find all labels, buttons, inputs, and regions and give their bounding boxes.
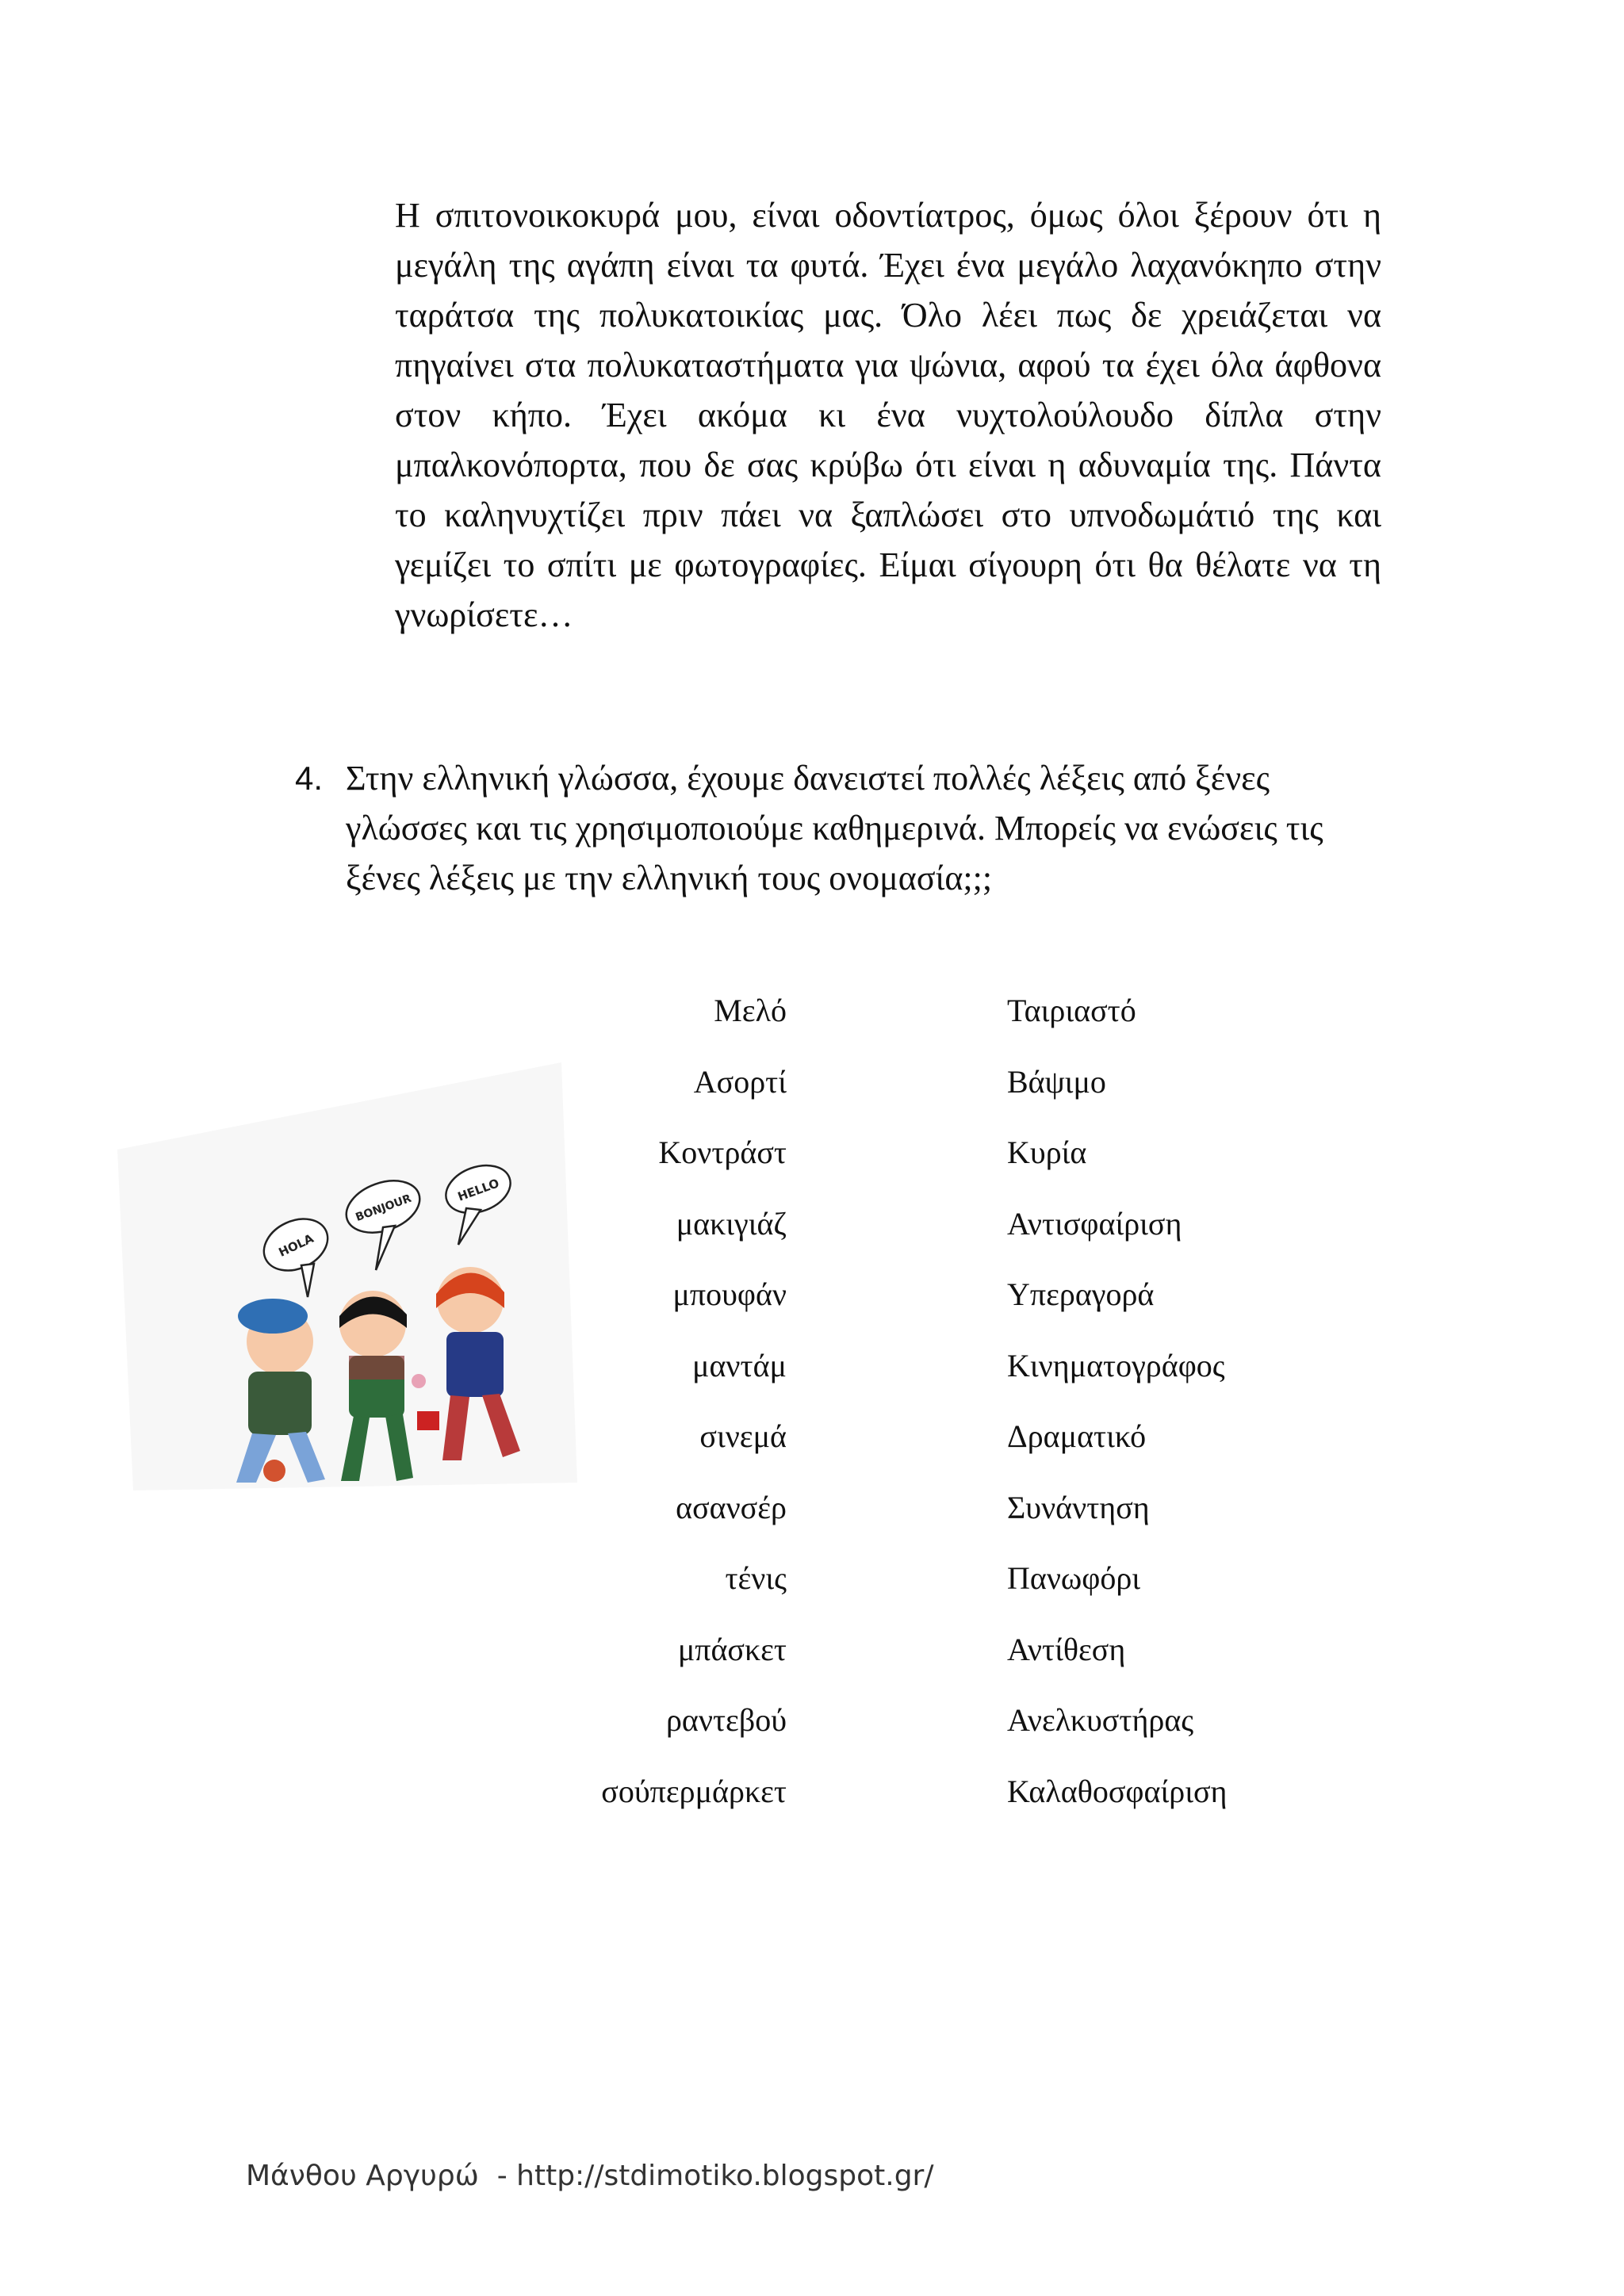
greek-word: Ταιριαστό [1007, 993, 1136, 1028]
story-paragraph: Η σπιτονοικοκυρά μου, είναι οδοντίατρος, όμως όλοι ξέρουν ότι η μεγάλη της αγάπη είναι τα φυτά. Έχει ένα μεγάλο λαχανόκηπο στην ταράτσα της πολυκατοικίας μας. Όλο λέει πως δε χρειάζεται να πηγαίνει στα πολυκαταστήματα για ψώνια, αφού τα έχει όλα άφθονα στον κήπο. Έχει ακόμα κι ένα νυχτολούλουδο δίπλα στην μπαλκονόπορτα, που δε σας κρύβω ότι είναι η αδυναμία της. Πάντα το καληνυχτίζει πριν πάει να ξαπλώσει στο υπνοδωμάτιό της και γεμίζει το σπίτι με φωτογραφίες. Είμαι σίγουρη ότι θα θέλατε να τη γνωρίσετε… [395, 196, 1381, 634]
foreign-word: μπουφάν [672, 1276, 787, 1312]
greek-word: Αντίθεση [1007, 1631, 1126, 1667]
foreign-word: μαντάμ [692, 1347, 787, 1383]
greek-words-column [1007, 987, 1419, 1839]
greek-word: Βάψιμο [1007, 1063, 1106, 1100]
question-number: 4. [295, 760, 324, 797]
question-4 [295, 753, 1381, 903]
greek-word: Καλαθοσφαίριση [1007, 1773, 1228, 1809]
foreign-word: μπάσκετ [677, 1631, 787, 1667]
foreign-word: Κοντράστ [658, 1135, 787, 1170]
foreign-word: σινεμά [699, 1418, 787, 1454]
foreign-word: μακιγιάζ [676, 1205, 787, 1242]
foreign-word: Μελό [714, 993, 787, 1028]
foreign-word: σούπερμάρκετ [601, 1773, 787, 1809]
greek-word: Αντισφαίριση [1007, 1205, 1182, 1242]
greek-word: Δραματικό [1007, 1418, 1147, 1454]
foreign-word: ασανσέρ [676, 1489, 787, 1525]
greek-word: Κυρία [1007, 1135, 1087, 1170]
question-text: Στην ελληνική γλώσσα, έχουμε δανειστεί πολλές λέξεις από ξένες γλώσσες και τις χρησιμοποιούμε καθημερινά. Μπορείς να ενώσεις τις ξένες λέξεις με την ελληνική τους ονομασία;;; [346, 759, 1323, 897]
greek-word: Υπεραγορά [1007, 1276, 1155, 1312]
hello-text: HELLO [455, 1176, 501, 1204]
greek-word: Κινηματογράφος [1007, 1347, 1225, 1383]
foreign-word: τένις [725, 1560, 787, 1596]
footer-credit: Μάνθου Αργυρώ - http://stdimotiko.blogspot.gr/ [246, 2160, 934, 2192]
greek-word: Συνάντηση [1007, 1489, 1150, 1525]
foreign-word: Ασορτί [693, 1063, 787, 1100]
children-illustration [117, 1062, 577, 1490]
foreign-word: ραντεβού [665, 1702, 787, 1738]
foreign-words-column [555, 987, 787, 1839]
hola-text: HOLA [276, 1230, 316, 1260]
bonjour-text: BONJOUR [354, 1192, 413, 1224]
greek-word: Ανελκυστήρας [1007, 1702, 1194, 1738]
greek-word: Πανωφόρι [1007, 1560, 1141, 1596]
